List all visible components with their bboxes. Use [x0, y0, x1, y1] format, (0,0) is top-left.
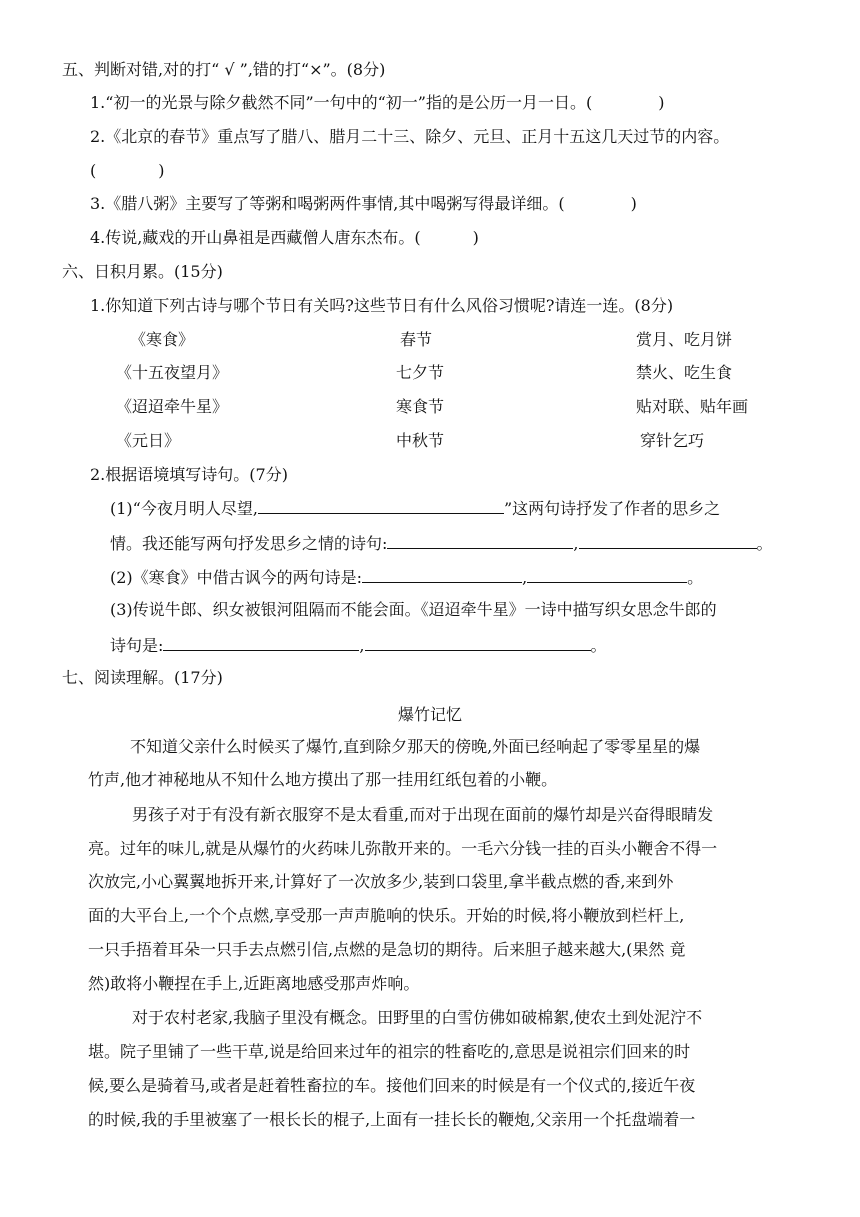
paren-close: ) [158, 161, 165, 180]
judgment-q1-close: ) [658, 93, 665, 112]
fill-text: ”这两句诗抒发了作者的思乡之 [503, 499, 721, 518]
fill-item-1-line-2 [110, 533, 773, 554]
judgment-q3-close: ) [630, 194, 637, 213]
poem-title[interactable]: 《迢迢牵牛星》 [116, 397, 229, 416]
judgment-q2-answer [90, 161, 165, 181]
period: 。 [590, 636, 607, 655]
poem-title[interactable]: 《寒食》 [130, 330, 195, 349]
custom-item[interactable]: 禁火、吃生食 [636, 363, 733, 382]
answer-blank[interactable] [579, 533, 757, 549]
judgment-q1-text: 1.“初一的光景与除夕截然不同”一句中的“初一”指的是公历一月一日。( [90, 93, 593, 112]
matching-question: 1.你知道下列古诗与哪个节日有关吗?这些节日有什么风俗习惯呢?请连一连。(8分) [90, 296, 674, 315]
poem-title[interactable]: 《十五夜望月》 [116, 363, 229, 382]
paragraph-line: 的时候,我的手里被塞了一根长长的棍子,上面有一挂长长的鞭炮,父亲用一个托盘端着一 [88, 1110, 696, 1129]
custom-item[interactable]: 穿针乞巧 [640, 431, 705, 450]
judgment-q4-text: 4.传说,藏戏的开山鼻祖是西藏僧人唐东杰布。( [90, 228, 421, 247]
answer-blank[interactable] [163, 635, 359, 651]
section-six-heading: 六、日积月累。(15分) [62, 262, 223, 281]
paragraph-line: 堪。院子里铺了一些干草,说是给回来过年的祖宗的牲畜吃的,意思是说祖宗们回来的时 [88, 1042, 691, 1061]
period: 。 [756, 534, 773, 553]
paragraph-line: 男孩子对于有没有新衣服穿不是太看重,而对于出现在面前的爆竹却是兴奋得眼睛发 [132, 805, 714, 824]
judgment-q3-text: 3.《腊八粥》主要写了等粥和喝粥两件事情,其中喝粥写得最详细。( [90, 194, 565, 213]
paragraph-line: 次放完,小心翼翼地拆开来,计算好了一次放多少,装到口袋里,拿半截点燃的香,来到外 [88, 872, 674, 891]
festival-name[interactable]: 中秋节 [396, 431, 445, 450]
paragraph-line: 竹声,他才神秘地从不知什么地方摸出了那一挂用红纸包着的小鞭。 [88, 770, 558, 789]
period: 。 [687, 568, 704, 587]
fill-text: (2)《寒食》中借古讽今的两句诗是: [110, 568, 363, 587]
poem-title[interactable]: 《元日》 [116, 431, 181, 450]
paragraph-line: 面的大平台上,一个个点燃,享受那一声声脆响的快乐。开始的时候,将小鞭放到栏杆上, [88, 906, 685, 925]
judgment-question-4 [90, 228, 479, 248]
paragraph-line: 一只手捂着耳朵一只手去点燃引信,点燃的是急切的期待。后来胆子越来越大,(果然 竟 [88, 940, 686, 959]
answer-blank[interactable] [258, 498, 504, 514]
fill-text: (1)“今夜月明人尽望, [110, 499, 258, 518]
fill-text: 诗句是: [110, 636, 164, 655]
paragraph-line: 然)敢将小鞭捏在手上,近距离地感受那声炸响。 [88, 974, 420, 993]
comma: , [573, 534, 579, 553]
custom-item[interactable]: 贴对联、贴年画 [636, 397, 749, 416]
custom-item[interactable]: 赏月、吃月饼 [636, 330, 733, 349]
answer-blank[interactable] [365, 635, 591, 651]
fill-item-3-line-1: (3)传说牛郎、织女被银河阻隔而不能会面。《迢迢牵牛星》一诗中描写织女思念牛郎的 [110, 600, 717, 619]
fill-item-2 [110, 567, 703, 588]
paragraph-line: 亮。过年的味儿,就是从爆竹的火药味儿弥散开来的。一毛六分钱一挂的百头小鞭舍不得一 [88, 839, 718, 858]
paren-open: ( [90, 161, 97, 180]
section-seven-heading: 七、阅读理解。(17分) [62, 668, 223, 687]
festival-name[interactable]: 春节 [400, 330, 433, 349]
paragraph-line: 对于农村老家,我脑子里没有概念。田野里的白雪仿佛如破棉絮,使农土到处泥泞不 [132, 1008, 703, 1027]
paragraph-line: 候,要么是骑着马,或者是赶着牲畜拉的车。接他们回来的时候是有一个仪式的,接近午夜 [88, 1076, 696, 1095]
paragraph-line: 不知道父亲什么时候买了爆竹,直到除夕那天的傍晚,外面已经响起了零零星星的爆 [130, 737, 701, 756]
judgment-question-1 [90, 93, 664, 113]
poem-fill-question: 2.根据语境填写诗句。(7分) [90, 465, 288, 484]
festival-name[interactable]: 寒食节 [396, 397, 445, 416]
judgment-q4-close: ) [472, 228, 479, 247]
judgment-question-3 [90, 194, 637, 214]
fill-text: 情。我还能写两句抒发思乡之情的诗句: [110, 534, 388, 553]
passage-title: 爆竹记忆 [397, 705, 462, 724]
section-five-heading: 五、判断对错,对的打“ √ ”,错的打“×”。(8分) [62, 60, 386, 79]
festival-name[interactable]: 七夕节 [396, 363, 445, 382]
answer-blank[interactable] [387, 533, 573, 549]
fill-item-3-line-2 [110, 635, 607, 656]
comma: , [359, 636, 365, 655]
answer-blank[interactable] [527, 567, 687, 583]
fill-item-1-line-1 [110, 498, 720, 519]
answer-blank[interactable] [362, 567, 522, 583]
judgment-question-2: 2.《北京的春节》重点写了腊八、腊月二十三、除夕、元旦、正月十五这几天过节的内容。 [90, 127, 730, 146]
comma: , [522, 568, 528, 587]
